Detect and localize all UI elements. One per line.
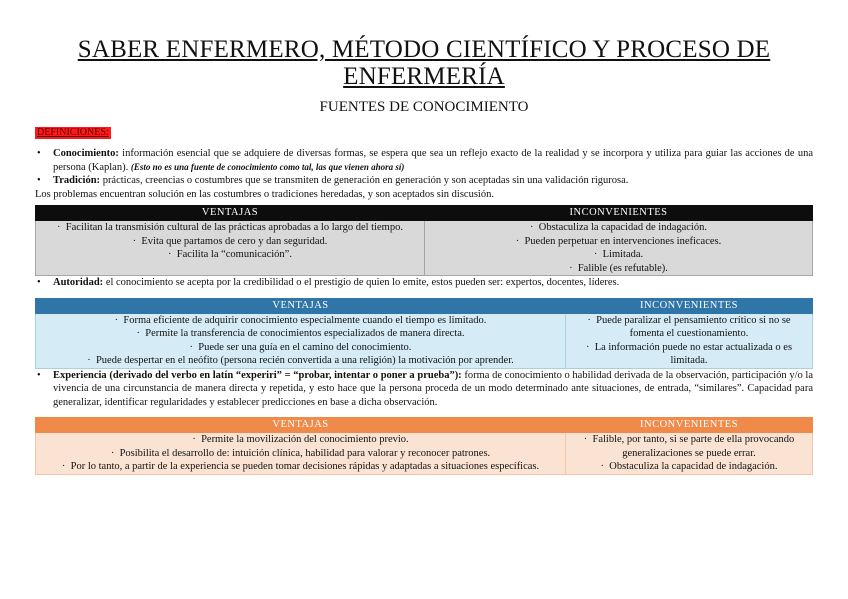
tradicion-text: prácticas, creencias o costumbres que se transmiten de generación en generación y son aceptadas sin una validación rigurosa. xyxy=(100,175,629,186)
ventajas-header: VENTAJAS xyxy=(36,298,566,313)
list-item: · Facilitan la transmisión cultural de las prácticas aprobadas a lo largo del tiempo. xyxy=(57,222,403,233)
list-item: · Facilita la “comunicación”. xyxy=(168,249,292,260)
document-page xyxy=(35,36,813,475)
inconvenientes-cell xyxy=(425,221,813,276)
bullet-icon: • xyxy=(37,175,41,186)
conocimiento-text: información esencial que se adquiere de diversas formas, se espera que sea un reflejo exacto de la realidad y se incorpora y utiliza para guiar las acciones de una persona (Kaplan). xyxy=(53,148,813,173)
inconvenientes-header: INCONVENIENTES xyxy=(425,206,813,221)
list-item: · Puede ser una guía en el camino del conocimiento. xyxy=(189,341,412,353)
list-item: · Puede paralizar el pensamiento crítico si no se fomenta el cuestionamiento. xyxy=(587,314,791,339)
experiencia-term: Experiencia (derivado del verbo en latín “experiri” = “probar, intentar o poner a prueba”): xyxy=(53,369,462,381)
list-item: · Permite la movilización del conocimiento previo. xyxy=(192,434,409,445)
autoridad-text: el conocimiento se acepta por la credibilidad o el prestigio de quien lo emite, estos pueden ser: expertos, docentes, líderes. xyxy=(103,277,620,288)
list-item: · Puede despertar en el neófito (persona recién convertida a una religión) la motivación por aprender. xyxy=(87,355,514,366)
autoridad-paragraph xyxy=(35,276,813,290)
page-subtitle: FUENTES DE CONOCIMIENTO xyxy=(319,99,529,115)
inconvenientes-header: INCONVENIENTES xyxy=(566,418,813,433)
bullet-icon: • xyxy=(37,277,41,288)
inconvenientes-header: INCONVENIENTES xyxy=(566,298,813,313)
list-item: · Falible, por tanto, si se parte de ella provocando generalizaciones se puede errar. xyxy=(583,434,795,459)
list-item: · Por lo tanto, a partir de la experiencia se pueden tomar decisiones rápidas y adaptadas a situaciones específicas. xyxy=(61,461,540,472)
experiencia-table xyxy=(35,417,813,475)
tradicion-table xyxy=(35,205,813,276)
list-item: · Permite la transferencia de conocimientos especializados de manera directa. xyxy=(136,328,465,339)
inconvenientes-cell xyxy=(566,433,813,475)
page-title: SABER ENFERMERO, MÉTODO CIENTÍFICO Y PROCESO DE ENFERMERÍA xyxy=(77,36,771,90)
conocimiento-paragraph xyxy=(35,147,813,174)
ventajas-cell xyxy=(36,313,566,368)
ventajas-header: VENTAJAS xyxy=(36,206,425,221)
list-item: · Falible (es refutable). xyxy=(569,262,668,274)
bullet-icon: • xyxy=(37,148,41,159)
list-item: · Limitada. xyxy=(593,249,644,260)
conocimiento-term: Conocimiento: xyxy=(53,148,119,159)
definitions-label: DEFINICIONES: xyxy=(37,127,109,138)
conocimiento-note: (Esto no es una fuente de conocimiento como tal, las que vienen ahora sí) xyxy=(130,161,405,172)
list-item: · Obstaculiza la capacidad de indagación. xyxy=(530,222,707,233)
list-item: · Obstaculiza la capacidad de indagación. xyxy=(600,461,778,472)
tradicion-paragraph xyxy=(35,174,813,188)
experiencia-paragraph xyxy=(35,369,813,410)
tradicion-term: Tradición: xyxy=(53,175,101,186)
experiencia-text: forma de conocimiento o habilidad derivada de la observación, participación y/o la vivencia de una circunstancia de manera directa y repetida, y esto hace que la persona proceda de un modo determinado ante situaciones, de entrada, “similares”. Capacidad para generalizar, identificar regularidades y establecer predicciones en base a dicha observación. xyxy=(53,369,813,408)
autoridad-table xyxy=(35,298,813,369)
bullet-icon: • xyxy=(37,369,41,381)
tradicion-extra: Los problemas encuentran solución en las costumbres o tradiciones heredadas, y son aceptados sin discusión. xyxy=(35,188,494,200)
list-item: · Forma eficiente de adquirir conocimiento especialmente cuando el tiempo es limitado. xyxy=(114,314,487,326)
list-item: · Pueden perpetuar en intervenciones ineficaces. xyxy=(515,235,722,247)
list-item: · La información puede no estar actualizada o es limitada. xyxy=(585,341,793,366)
ventajas-cell xyxy=(36,433,566,475)
autoridad-term: Autoridad: xyxy=(53,277,104,288)
inconvenientes-cell xyxy=(566,313,813,368)
list-item: · Posibilita el desarrollo de: intuición clínica, habilidad para valorar y reconocer patrones. xyxy=(110,447,491,459)
list-item: · Evita que partamos de cero y dan seguridad. xyxy=(132,235,328,247)
ventajas-header: VENTAJAS xyxy=(36,418,566,433)
ventajas-cell xyxy=(36,221,425,276)
